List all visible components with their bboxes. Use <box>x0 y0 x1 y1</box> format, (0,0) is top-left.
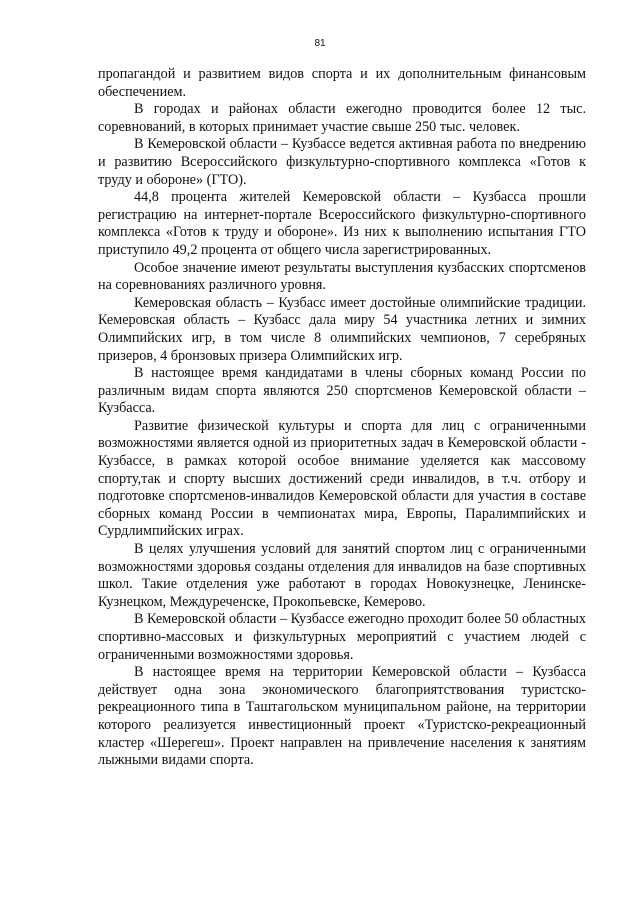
paragraph-gto-registration: 44,8 процента жителей Кемеровской области – Кузбасса прошли регистрацию на интернет-портале Всероссийского физкультурно-спортивного комплекса «Готов к труду и обороне». Из них к выполнению испытания ГТО приступило 49,2 процента от общего числа зарегистрированных. <box>98 189 586 258</box>
paragraph-national-team-candidates: В настоящее время кандидатами в члены сборных команд России по различным видам спорта являются 250 спортсменов Кемеровской области – Кузбасса. <box>98 365 586 417</box>
page-number: 81 <box>314 38 326 49</box>
paragraph-continuation: пропагандой и развитием видов спорта и их дополнительным финансовым обеспечением. <box>98 66 586 100</box>
paragraph-competitions: В городах и районах области ежегодно проводится более 12 тыс. соревнований, в которых принимает участие свыше 250 тыс. человек. <box>98 101 586 135</box>
paragraph-adaptive-events: В Кемеровской области – Кузбассе ежегодно проходит более 50 областных спортивно-массовых и физкультурных мероприятий с участием людей с ограниченными возможностями здоровья. <box>98 611 587 663</box>
document-body <box>98 66 586 770</box>
paragraph-athlete-results: Особое значение имеют результаты выступления кузбасских спортсменов на соревнованиях различного уровня. <box>98 259 586 294</box>
paragraph-olympic-traditions: Кемеровская область – Кузбасс имеет достойные олимпийские традиции. Кемеровская область – Кузбасс дала миру 54 участника летних и зимних Олимпийских игр, в том числе 8 олимпийских чемпионов, 7 серебряных призеров, 4 бронзовых призера Олимпийских игр. <box>98 294 586 364</box>
paragraph-gto-program: В Кемеровской области – Кузбассе ведется активная работа по внедрению и развитию Всероссийского физкультурно-спортивного комплекса «Готов к труду и обороне» (ГТО). <box>98 136 586 188</box>
paragraph-sheregesh-cluster: В настоящее время на территории Кемеровской области – Кузбасса действует одна зона экономического благоприятствования туристско-рекреационного типа в Таштагольском муниципальном районе, на территории которого реализуется инвестиционный проект «Туристско-рекреационный кластер «Шерегеш». Проект направлен на привлечение населения к занятиям лыжными видами спорта. <box>98 664 586 769</box>
paragraph-adaptive-sport: Развитие физической культуры и спорта для лиц с ограниченными возможностями является одной из приоритетных задач в Кемеровской области - Кузбассе, в рамках которой особое внимание уделяется как массовому спорту,так и спорту высших достижений среди инвалидов, в т.ч. отбору и подготовке спортсменов-инвалидов Кемеровской области для участия в составе сборных команд России в чемпионатах мира, Европы, Паралимпийских и Сурдлимпийских играх. <box>98 417 586 540</box>
paragraph-adaptive-departments: В целях улучшения условий для занятий спортом лиц с ограниченными возможностями здоровья созданы отделения для инвалидов на базе спортивных школ. Такие отделения уже работают в городах Новокузнецке, Ленинске-Кузнецком, Междуреченске, Прокопьевске, Кемерово. <box>98 541 586 610</box>
